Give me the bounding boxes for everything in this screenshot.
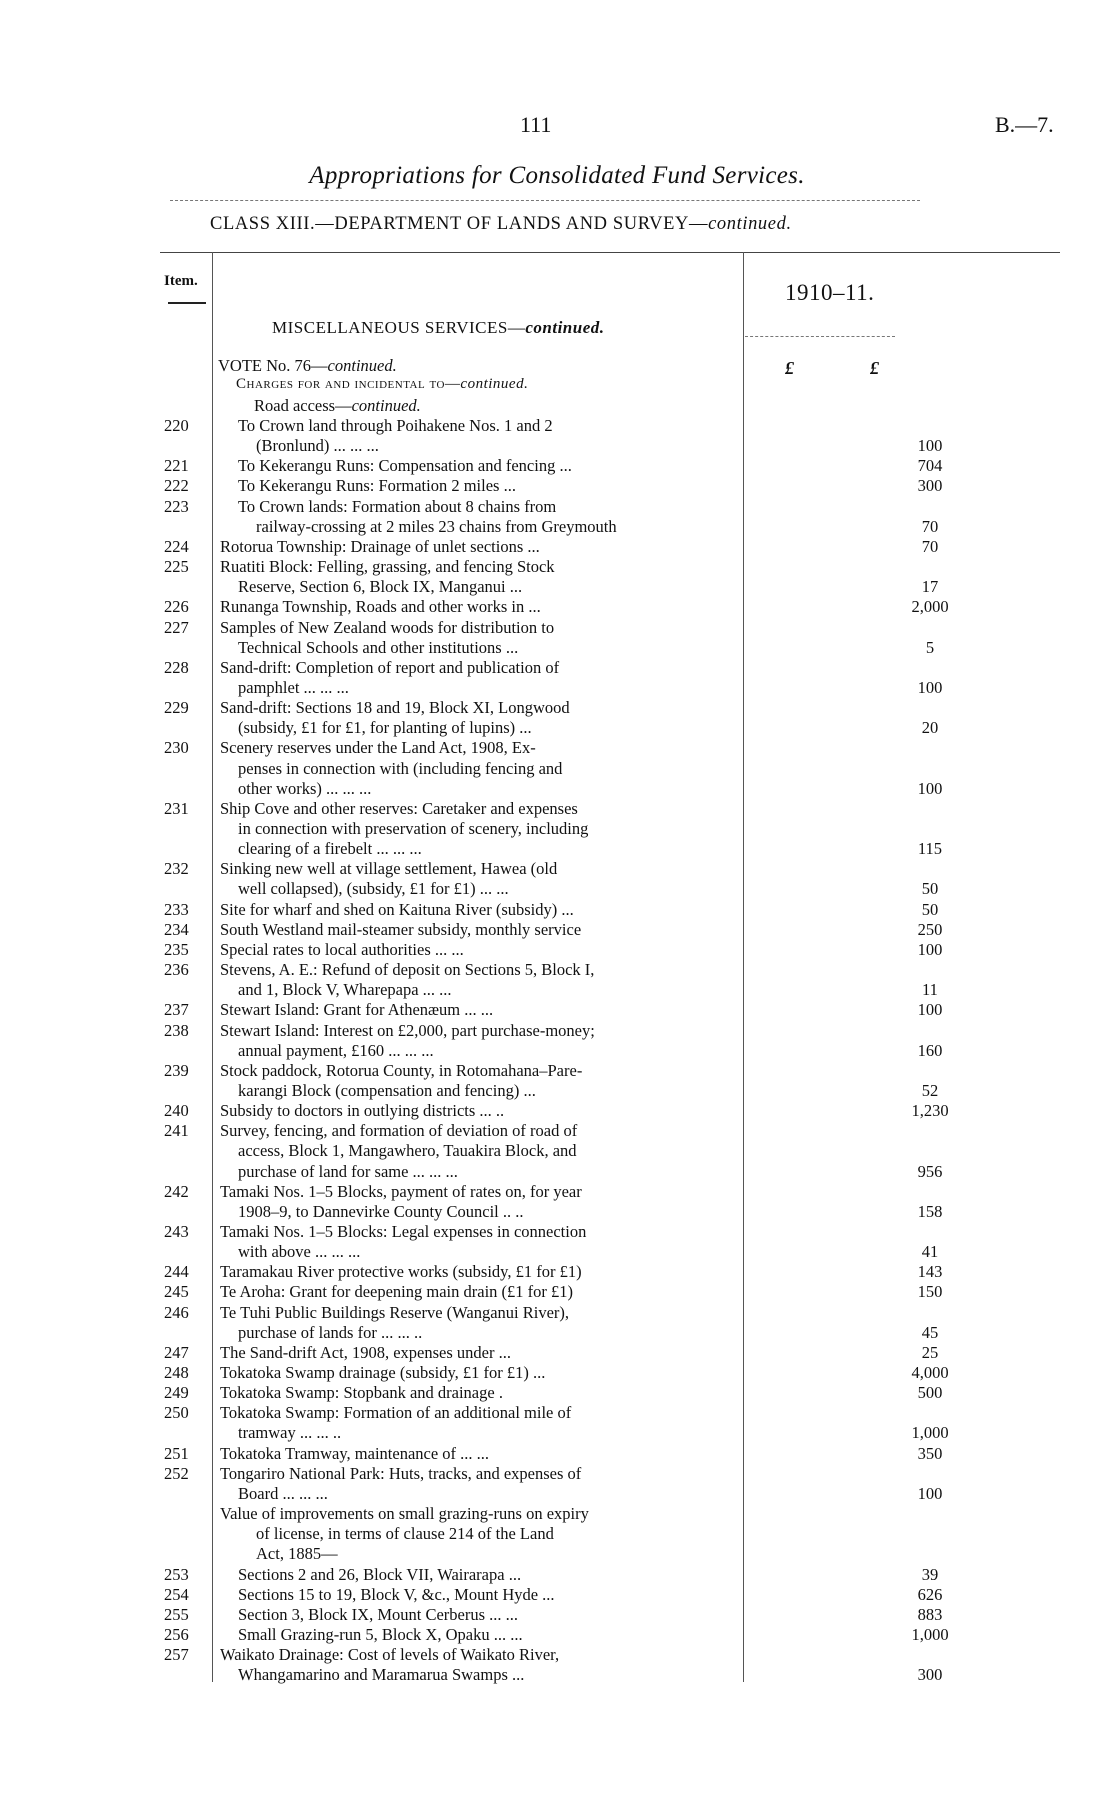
item-description: tramway ... ... ..	[238, 1423, 342, 1443]
item-description: Technical Schools and other institutions ...	[238, 637, 519, 657]
item-number: 235	[164, 939, 189, 959]
table-row	[160, 537, 1060, 557]
charges-label: Charges for and incidental to—continued.	[236, 376, 529, 392]
item-amount: 17	[921, 577, 939, 597]
table-row	[160, 1222, 1060, 1262]
item-amount: 115	[917, 839, 943, 859]
table-row	[160, 557, 1060, 597]
title-rule	[170, 200, 920, 201]
item-amount: 4,000	[911, 1363, 949, 1383]
table-row	[160, 1585, 1060, 1605]
table-row	[160, 456, 1060, 476]
item-amount: 250	[917, 919, 943, 939]
table-row	[160, 1403, 1060, 1443]
item-description: Section 3, Block IX, Mount Cerberus ... ...	[238, 1604, 519, 1624]
table-row	[160, 1605, 1060, 1625]
item-description: purchase of lands for ... ... ..	[238, 1322, 423, 1342]
item-number: 223	[164, 496, 189, 516]
item-amount: 52	[921, 1080, 939, 1100]
item-description: purchase of land for same ... ... ...	[238, 1161, 458, 1181]
item-amount: 20	[921, 718, 939, 738]
item-description: pamphlet ... ... ...	[238, 677, 349, 697]
item-amount: 350	[917, 1443, 943, 1463]
item-amount: 5	[925, 637, 935, 657]
item-description: access, Block 1, Mangawhero, Tauakira Block, and	[238, 1141, 577, 1161]
item-description: well collapsed), (subsidy, £1 for £1) ... ...	[238, 879, 509, 899]
item-amount: 158	[917, 1201, 943, 1221]
table-row	[160, 1262, 1060, 1282]
table-row	[160, 1000, 1060, 1020]
item-amount: 100	[917, 1483, 943, 1503]
item-description: Tokatoka Swamp: Stopbank and drainage .	[220, 1383, 503, 1403]
item-amount: 160	[917, 1040, 943, 1060]
item-description: Rotorua Township: Drainage of unlet sections ...	[220, 536, 540, 556]
item-number: 228	[164, 657, 189, 677]
item-amount: 300	[917, 1665, 943, 1685]
item-description: Tamaki Nos. 1–5 Blocks, payment of rates on, for year	[220, 1181, 582, 1201]
item-description: Reserve, Section 6, Block IX, Manganui ...	[238, 577, 523, 597]
table-row	[160, 940, 1060, 960]
item-description: To Crown lands: Formation about 8 chains from	[238, 496, 557, 516]
item-description: To Crown land through Poihakene Nos. 1 and 2	[238, 416, 553, 435]
item-amount: 50	[921, 879, 939, 899]
item-number: 234	[164, 919, 189, 939]
table-row	[160, 1343, 1060, 1363]
item-description: Value of improvements on small grazing-runs on expiry	[220, 1504, 589, 1524]
item-number: 251	[164, 1443, 189, 1463]
item-header-underline	[168, 302, 206, 304]
item-amount: 883	[917, 1604, 943, 1624]
item-amount: 100	[917, 939, 943, 959]
item-description: of license, in terms of clause 214 of the Land	[256, 1524, 554, 1544]
item-number: 221	[164, 456, 189, 476]
item-description: Tokatoka Swamp drainage (subsidy, £1 for £1) ...	[220, 1363, 546, 1383]
item-number: 222	[164, 476, 189, 496]
item-description: Stock paddock, Rotorua County, in Rotomahana–Pare-	[220, 1060, 583, 1080]
item-description: (Bronlund) ... ... ...	[256, 436, 379, 456]
item-number: 252	[164, 1463, 189, 1483]
item-description: Waikato Drainage: Cost of levels of Waikato River,	[220, 1645, 560, 1665]
item-description: Site for wharf and shed on Kaituna River (subsidy) ...	[220, 899, 574, 919]
item-description: Samples of New Zealand woods for distribution to	[220, 617, 555, 637]
item-amount: 500	[917, 1383, 943, 1403]
item-description: Ruatiti Block: Felling, grassing, and fencing Stock	[220, 557, 555, 577]
item-amount: 25	[921, 1342, 939, 1362]
item-number: 227	[164, 617, 189, 637]
vote-label: VOTE No. 76—continued.	[218, 356, 397, 375]
item-description: clearing of a firebelt ... ... ...	[238, 839, 422, 859]
year-rule	[745, 336, 895, 337]
item-amount: 100	[917, 1000, 943, 1020]
item-amount: 2,000	[911, 597, 949, 617]
item-description: Runanga Township, Roads and other works in ...	[220, 597, 541, 617]
item-description: Special rates to local authorities ... ...	[220, 939, 464, 959]
item-description: Sand-drift: Completion of report and publication of	[220, 657, 560, 677]
item-number: 256	[164, 1625, 189, 1644]
table-row	[160, 859, 1060, 899]
table-row	[160, 1061, 1060, 1101]
item-amount: 150	[917, 1282, 943, 1302]
item-amount: 956	[917, 1161, 943, 1181]
item-description: To Kekerangu Runs: Compensation and fencing ...	[238, 456, 572, 476]
item-description: Stevens, A. E.: Refund of deposit on Sections 5, Block I,	[220, 960, 595, 980]
item-number: 244	[164, 1262, 189, 1282]
item-description: karangi Block (compensation and fencing) ...	[238, 1080, 536, 1100]
item-number: 254	[164, 1584, 189, 1604]
item-description: Taramakau River protective works (subsidy, £1 for £1)	[220, 1262, 582, 1282]
currency-symbol: £	[870, 358, 879, 378]
item-description: and 1, Block V, Wharepapa ... ...	[238, 980, 452, 1000]
item-number: 247	[164, 1342, 189, 1362]
item-amount: 626	[917, 1584, 943, 1604]
table-row	[160, 1282, 1060, 1302]
item-number: 250	[164, 1403, 189, 1423]
item-number: 231	[164, 798, 189, 818]
table-row	[160, 1303, 1060, 1343]
item-amount: 1,000	[911, 1423, 949, 1443]
table-row	[160, 920, 1060, 940]
table-row	[160, 1464, 1060, 1504]
table-row	[160, 1021, 1060, 1061]
currency-symbol: £	[785, 358, 794, 378]
table-row	[160, 960, 1060, 1000]
item-amount: 1,000	[911, 1625, 949, 1644]
item-amount: 100	[917, 778, 943, 798]
item-number: 249	[164, 1383, 189, 1403]
item-description: Sections 15 to 19, Block V, &c., Mount Hyde ...	[238, 1584, 555, 1604]
item-description: To Kekerangu Runs: Formation 2 miles ...	[238, 476, 516, 496]
table-row	[160, 1121, 1060, 1181]
item-description: with above ... ... ...	[238, 1242, 361, 1262]
item-amount: 45	[921, 1322, 939, 1342]
item-column-header: Item.	[164, 273, 198, 289]
item-number: 232	[164, 859, 189, 879]
item-number: 242	[164, 1181, 189, 1201]
item-description: railway-crossing at 2 miles 23 chains from Greymouth	[256, 516, 617, 536]
item-description: Tokatoka Tramway, maintenance of ... ...	[220, 1443, 490, 1463]
table-row	[160, 900, 1060, 920]
table-row	[160, 738, 1060, 798]
item-number: 248	[164, 1363, 189, 1383]
item-description: Whangamarino and Maramarua Swamps ...	[238, 1665, 525, 1685]
item-description: Sections 2 and 26, Block VII, Wairarapa ...	[238, 1564, 522, 1584]
page-number: 111	[520, 112, 552, 137]
item-description: Tongariro National Park: Huts, tracks, and expenses of	[220, 1463, 582, 1483]
section-title: MISCELLANEOUS SERVICES—continued.	[272, 318, 605, 337]
item-number: 233	[164, 899, 189, 919]
item-number: 245	[164, 1282, 189, 1302]
item-amount: 70	[921, 516, 939, 536]
item-amount: 39	[921, 1564, 939, 1584]
table-row	[160, 416, 1060, 456]
item-description: Te Aroha: Grant for deepening main drain (£1 for £1)	[220, 1282, 574, 1302]
item-description: Sand-drift: Sections 18 and 19, Block XI, Longwood	[220, 698, 570, 718]
road-access-label: Road access—continued.	[254, 396, 421, 415]
item-description: Act, 1885—	[256, 1544, 338, 1564]
item-amount: 143	[917, 1262, 943, 1282]
item-description: 1908–9, to Dannevirke County Council .. ..	[238, 1201, 524, 1221]
item-description: Ship Cove and other reserves: Caretaker and expenses	[220, 798, 578, 818]
item-description: Sinking new well at village settlement, Hawea (old	[220, 859, 558, 879]
table-row	[160, 1444, 1060, 1464]
table-row	[160, 1363, 1060, 1383]
item-description: Stewart Island: Interest on £2,000, part purchase-money;	[220, 1020, 595, 1040]
item-number: 238	[164, 1020, 189, 1040]
table-row	[160, 1645, 1060, 1685]
item-number: 229	[164, 698, 189, 718]
item-description: in connection with preservation of scenery, including	[238, 818, 589, 838]
item-number: 225	[164, 557, 189, 577]
item-number: 241	[164, 1121, 189, 1141]
table-row	[160, 1383, 1060, 1403]
header-rule	[160, 252, 1060, 253]
table-row	[160, 1182, 1060, 1222]
item-description: other works) ... ... ...	[238, 778, 372, 798]
item-description: Stewart Island: Grant for Athenæum ... ...	[220, 1000, 494, 1020]
item-number: 230	[164, 738, 189, 758]
item-number: 220	[164, 416, 189, 435]
item-amount: 70	[921, 536, 939, 556]
item-amount: 11	[922, 980, 938, 1000]
item-description: Subsidy to doctors in outlying districts ... ..	[220, 1101, 505, 1121]
item-number: 224	[164, 536, 189, 556]
item-description: Scenery reserves under the Land Act, 1908, Ex-	[220, 738, 536, 758]
item-amount: 704	[917, 456, 943, 476]
item-number: 237	[164, 1000, 189, 1020]
year-column-header: 1910–11.	[785, 280, 875, 305]
table-row	[160, 1625, 1060, 1645]
item-amount: 100	[917, 677, 943, 697]
class-heading: CLASS XIII.—DEPARTMENT OF LANDS AND SURVEY—continued.	[210, 214, 792, 234]
item-description: Te Tuhi Public Buildings Reserve (Wanganui River),	[220, 1302, 570, 1322]
item-amount: 1,230	[911, 1101, 949, 1121]
item-number: 236	[164, 960, 189, 980]
item-amount: 300	[917, 476, 943, 496]
item-description: Board ... ... ...	[238, 1483, 328, 1503]
table-row	[160, 799, 1060, 859]
page-title: Appropriations for Consolidated Fund Services.	[309, 162, 805, 189]
table-row	[160, 597, 1060, 617]
item-number: 255	[164, 1604, 189, 1624]
item-description: Survey, fencing, and formation of deviation of road of	[220, 1121, 578, 1141]
item-number: 240	[164, 1101, 189, 1121]
item-amount: 100	[917, 436, 943, 456]
item-description: Small Grazing-run 5, Block X, Opaku ... ...	[238, 1625, 523, 1644]
item-description: (subsidy, £1 for £1, for planting of lupins) ...	[238, 718, 532, 738]
item-number: 257	[164, 1645, 189, 1665]
document-reference: B.—7.	[995, 112, 1054, 137]
item-amount: 50	[921, 899, 939, 919]
item-description: penses in connection with (including fencing and	[238, 758, 563, 778]
item-number: 239	[164, 1060, 189, 1080]
table-row	[160, 476, 1060, 496]
item-number: 253	[164, 1564, 189, 1584]
item-description: Tokatoka Swamp: Formation of an additional mile of	[220, 1403, 572, 1423]
item-number: 226	[164, 597, 189, 617]
item-number: 246	[164, 1302, 189, 1322]
table-row	[160, 1504, 1060, 1564]
item-number: 243	[164, 1222, 189, 1241]
item-description: Tamaki Nos. 1–5 Blocks: Legal expenses in connection	[220, 1222, 587, 1241]
table-row	[160, 658, 1060, 698]
item-amount: 41	[921, 1242, 939, 1262]
item-description: South Westland mail-steamer subsidy, monthly service	[220, 919, 582, 939]
table-row	[160, 497, 1060, 537]
item-description: annual payment, £160 ... ... ...	[238, 1040, 434, 1060]
table-row	[160, 1565, 1060, 1585]
table-row	[160, 1101, 1060, 1121]
table-row	[160, 618, 1060, 658]
table-row	[160, 698, 1060, 738]
item-description: The Sand-drift Act, 1908, expenses under ...	[220, 1342, 511, 1362]
